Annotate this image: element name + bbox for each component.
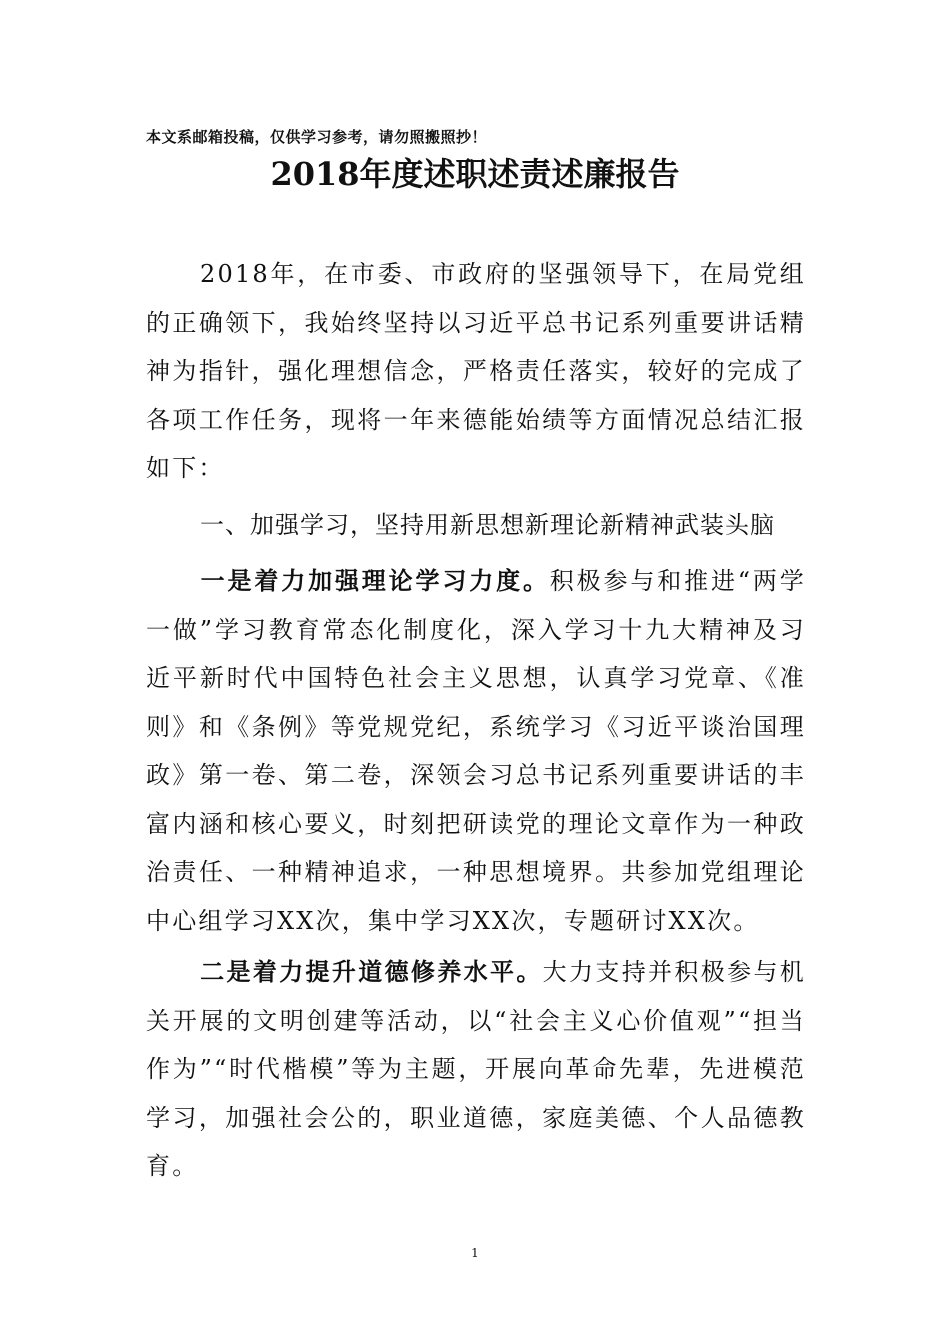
intro-text: 2018年，在市委、市政府的坚强领导下，在局党组的正确领下，我始终坚持以习近平总书记系列重要讲话精神为指针，强化理想信念，严格责任落实，较好的完成了各项工作任务，现将一年来德能始绩等方面情况总结汇报如下： bbox=[146, 260, 806, 482]
item-lead-1: 一是着力加强理论学习力度。 bbox=[200, 566, 550, 595]
item-paragraph-1 bbox=[146, 557, 806, 945]
intro-paragraph bbox=[146, 250, 806, 493]
report-title: 2018年度述职述责述廉报告 bbox=[270, 155, 680, 193]
item-lead-2: 二是着力提升道德修养水平。 bbox=[200, 957, 543, 986]
item-text-2: 大力支持并积极参与机关开展的文明创建等活动，以“社会主义心价值观”“担当作为”“时代楷模”等为主题，开展向革命先辈，先进模范学习，加强社会公的，职业道德，家庭美德、个人品德教育。 bbox=[146, 958, 806, 1180]
section-heading: 一、加强学习，坚持用新思想新理论新精神武装头脑 bbox=[200, 511, 775, 539]
item-paragraph-2 bbox=[146, 948, 806, 1191]
item-text-1: 积极参与和推进“两学一做”学习教育常态化制度化，深入学习十九大精神及习近平新时代中国特色社会主义思想，认真学习党章、《准则》和《条例》等党规党纪，系统学习《习近平谈治国理政》第一卷、第二卷，深领会习总书记系列重要讲话的丰富内涵和核心要义，时刻把研读党的理论文章作为一种政治责任、一种精神追求，一种思想境界。共参加党组理论中心组学习XX次，集中学习XX次，专题研讨XX次。 bbox=[146, 567, 806, 935]
submission-notice: 本文系邮箱投稿，仅供学习参考，请勿照搬照抄！ bbox=[146, 128, 488, 146]
page-number: 1 bbox=[471, 1246, 479, 1260]
